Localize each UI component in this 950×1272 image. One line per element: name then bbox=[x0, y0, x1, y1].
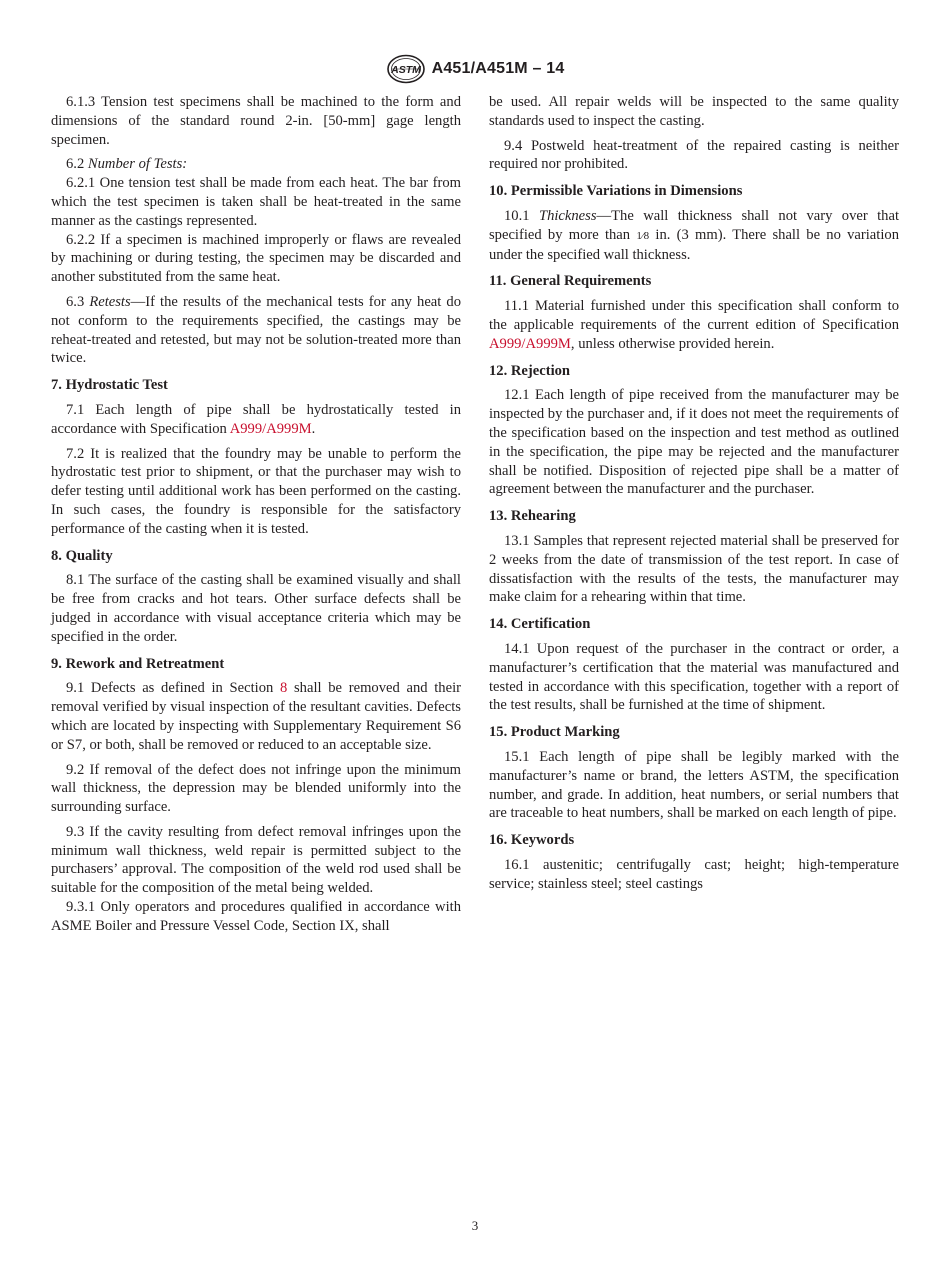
para-11-1 bbox=[489, 297, 899, 353]
heading-11: 11. General Requirements bbox=[489, 273, 652, 290]
para-6-3-term: Retests bbox=[89, 293, 131, 310]
page-header bbox=[0, 52, 950, 86]
svg-text:ASTM: ASTM bbox=[390, 64, 421, 76]
right-column bbox=[489, 93, 899, 899]
para-9-3-1-continued: be used. All repair welds will be inspected to the same quality standards used to inspect the casting. bbox=[489, 94, 899, 129]
para-6-2-2: 6.2.2 If a specimen is machined improperly or flaws are revealed by machining or during testing, the specimen may be discarded and another substituted from the same heat. bbox=[51, 231, 461, 286]
para-10-1-number: 10.1 bbox=[504, 207, 530, 224]
fraction-one-eighth: 1⁄8 bbox=[636, 229, 650, 242]
para-6-2-title: Number of Tests: bbox=[87, 156, 188, 173]
heading-8: 8. Quality bbox=[51, 547, 113, 564]
para-14-1: 14.1 Upon request of the purchaser in the contract or order, a manufacturer’s certification that the material was manufactured and tested in accordance with this specification, together with a report of the test results, shall be furnished at the time of shipment. bbox=[489, 640, 899, 714]
para-8-1: 8.1 The surface of the casting shall be examined visually and shall be free from cracks and hot tears. Other surface defects shall be judged in accordance with visual acceptance criteria which may be specified in the order. bbox=[51, 572, 461, 645]
heading-10: 10. Permissible Variations in Dimensions bbox=[489, 183, 743, 200]
para-7-1 bbox=[51, 401, 461, 439]
para-13-1: 13.1 Samples that represent rejected material shall be preserved for 2 weeks from the date of transmission of the test report. In case of dissatisfaction with the results of the tests, the manufacturer may make claim for a rehearing within that time. bbox=[489, 532, 899, 606]
para-12-1: 12.1 Each length of pipe received from the manufacturer may be inspected by the purchaser and, if it does not meet the requirements of the specification based on the inspection and test method as outlined in the specification, the pipe may be rejected and the manufacturer shall be notified. Disposition of rejected pipe shall be a matter of agreement between the manufacturer and the purchaser. bbox=[489, 387, 899, 498]
para-9-2: 9.2 If removal of the defect does not infringe upon the minimum wall thickness, the depression may be blended uniformly into the surrounding surface. bbox=[51, 761, 461, 816]
para-9-1 bbox=[51, 679, 461, 754]
heading-7: 7. Hydrostatic Test bbox=[51, 377, 168, 394]
left-column bbox=[51, 93, 461, 936]
para-6-3-text: —If the results of the mechanical tests for any heat do not conform to the requirements specified, the castings may be reheat-treated and retested, but may not be solution-treated more than twice. bbox=[51, 293, 461, 367]
para-7-2: 7.2 It is realized that the foundry may be unable to perform the hydrostatic test prior to shipment, or that the purchaser may wish to defer testing until additional work has been performed on the casting. In such cases, the foundry is responsible for the satisfactory performance of the casting when it is tested. bbox=[51, 445, 461, 537]
link-a999-specification[interactable]: A999/A999M bbox=[489, 335, 571, 352]
astm-logo-icon bbox=[386, 54, 426, 84]
para-7-1-text: 7.1 Each length of pipe shall be hydrostatically tested in accordance with Specification bbox=[51, 401, 461, 437]
para-6-2-number: 6.2 bbox=[66, 156, 85, 173]
para-10-1-text: —The wall thickness shall not vary over that specified by more than bbox=[489, 207, 899, 243]
page-number: 3 bbox=[471, 1218, 479, 1233]
para-6-2-1: 6.2.1 One tension test shall be made from each heat. The bar from which the test specimen is taken shall be heat-treated in the same manner as the castings represented. bbox=[51, 175, 461, 229]
para-9-1-rest: shall be removed and their removal verified by visual inspection of the resultant cavities. Defects which are located by inspecting with Supplementary Requirement S6 or S7, or both, shall be removed or reduced to an acceptable size. bbox=[51, 680, 461, 753]
para-10-1-rest: in. (3 mm). There shall be no variation under the specified wall thickness. bbox=[489, 226, 899, 263]
para-10-1 bbox=[489, 207, 899, 264]
standard-designation: A451/A451M – 14 bbox=[431, 60, 565, 77]
para-11-1-rest: , unless otherwise provided herein. bbox=[570, 335, 775, 352]
para-9-4: 9.4 Postweld heat-treatment of the repaired casting is neither required nor prohibited. bbox=[489, 137, 899, 173]
para-9-3: 9.3 If the cavity resulting from defect removal infringes upon the minimum wall thickness, weld repair is permitted subject to the purchasers’ approval. The composition of the weld rod used shall be suitable for the composition of the metal being welded. bbox=[51, 823, 461, 897]
heading-13: 13. Rehearing bbox=[489, 508, 576, 525]
heading-15: 15. Product Marking bbox=[489, 724, 620, 741]
link-a999[interactable]: A999/A999M bbox=[229, 420, 312, 437]
para-6-3-number: 6.3 bbox=[66, 293, 85, 310]
para-7-1-end: . bbox=[311, 420, 316, 437]
para-10-1-term: Thickness bbox=[538, 207, 597, 224]
para-15-1: 15.1 Each length of pipe shall be legibly marked with the manufacturer’s name or brand, the letters ASTM, the specification number, and grade. In addition, heat numbers, or serial numbers that are traceable to heat numbers, shall be marked on each length of pipe. bbox=[489, 748, 899, 822]
para-6-1-3: 6.1.3 Tension test specimens shall be machined to the form and dimensions of the standard round 2-in. [50-mm] gage length specimen. bbox=[51, 94, 461, 148]
heading-9: 9. Rework and Retreatment bbox=[51, 655, 225, 672]
para-6-2 bbox=[51, 155, 461, 174]
para-16-1: 16.1 austenitic; centrifugally cast; height; high-temperature service; stainless steel; steel castings bbox=[489, 856, 899, 892]
heading-16: 16. Keywords bbox=[489, 832, 575, 849]
para-9-1-text: 9.1 Defects as defined in Section bbox=[66, 680, 281, 697]
para-6-3 bbox=[51, 293, 461, 368]
heading-14: 14. Certification bbox=[489, 616, 591, 633]
para-11-1-text: 11.1 Material furnished under this specification shall conform to the applicable requirements of the current edition of Specification bbox=[489, 298, 899, 333]
link-section-8[interactable]: 8 bbox=[280, 680, 288, 697]
para-9-3-1: 9.3.1 Only operators and procedures qualified in accordance with ASME Boiler and Pressure Vessel Code, Section IX, shall bbox=[51, 899, 461, 934]
heading-12: 12. Rejection bbox=[489, 362, 571, 379]
